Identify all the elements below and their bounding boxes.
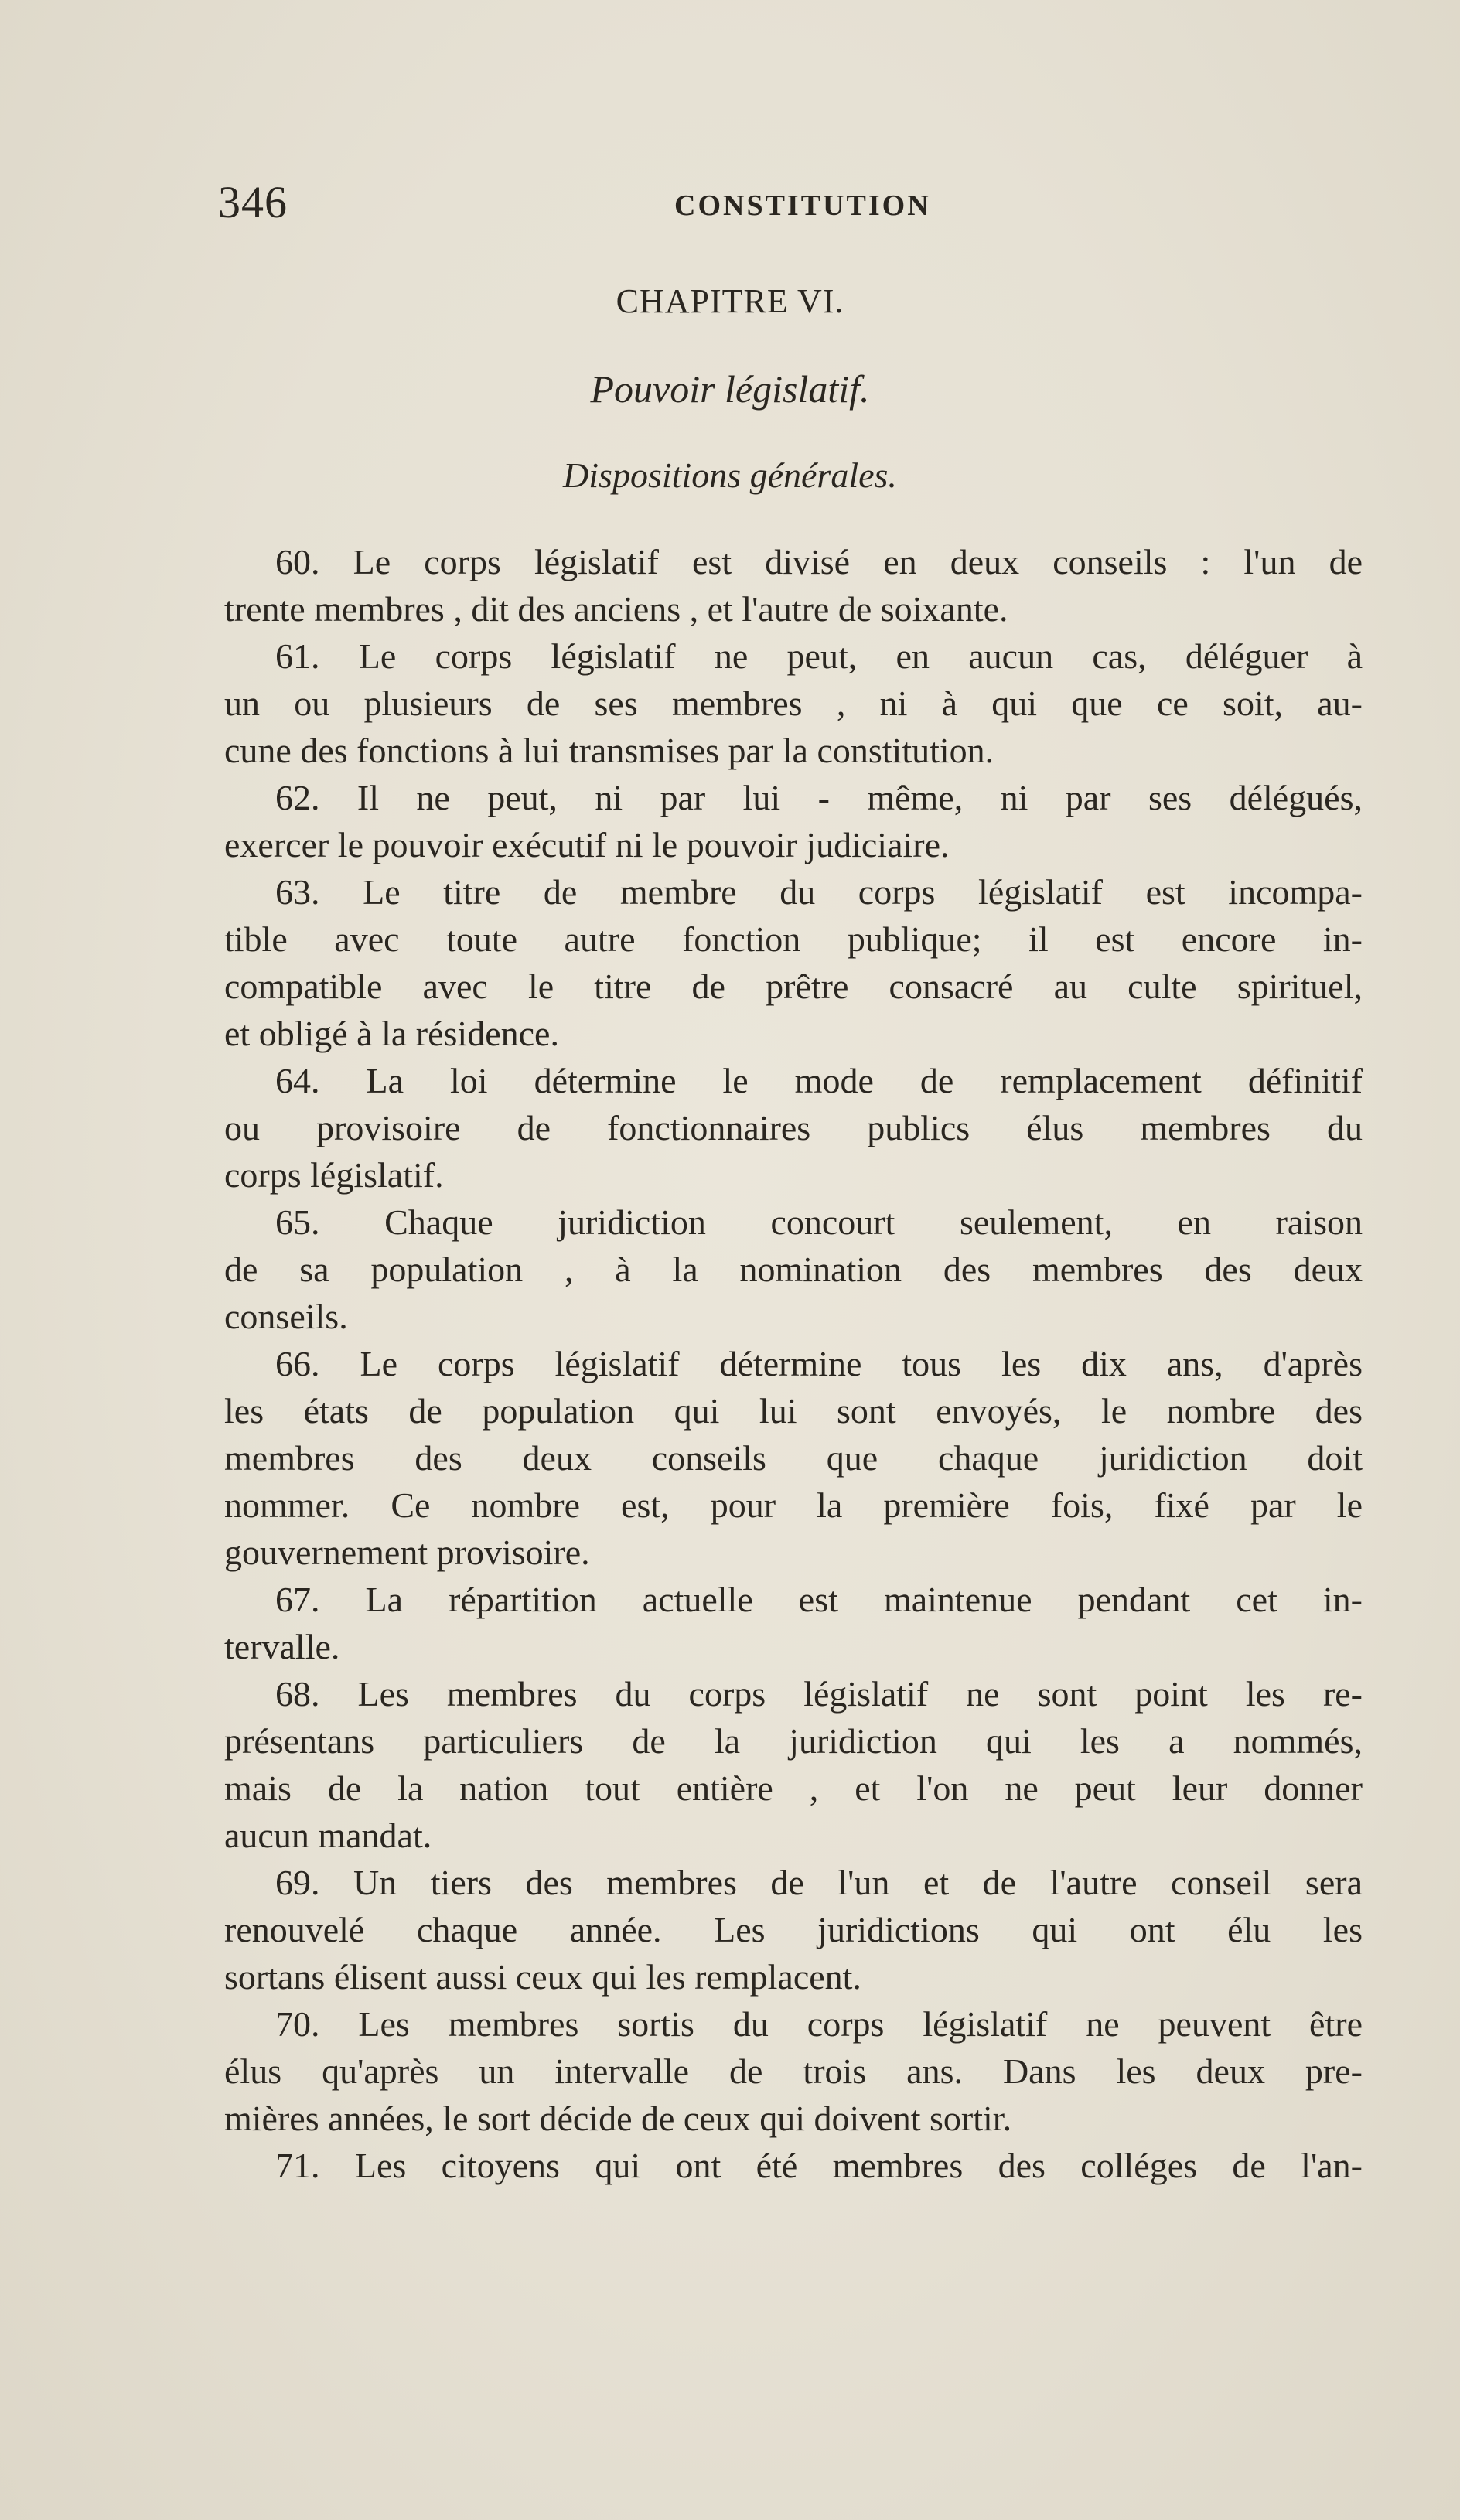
text-line: cune des fonctions à lui transmises par la constitution. bbox=[224, 731, 994, 770]
text-line: conseils. bbox=[224, 1297, 348, 1336]
text-line: 66. Le corps législatif détermine tous les dix ans, d'après bbox=[275, 1344, 1363, 1383]
text-line: ou provisoire de fonctionnaires publics élus membres du bbox=[224, 1108, 1363, 1147]
text-line: membres des deux conseils que chaque juridiction doit bbox=[224, 1438, 1363, 1478]
section-title: Pouvoir législatif. bbox=[590, 367, 870, 411]
text-line: 68. Les membres du corps législatif ne sont point les re- bbox=[275, 1674, 1363, 1714]
page-number: 346 bbox=[218, 177, 288, 227]
subsection-title: Dispositions générales. bbox=[563, 455, 897, 495]
text-line: mières années, le sort décide de ceux qui doivent sortir. bbox=[224, 2099, 1012, 2138]
text-line: tervalle. bbox=[224, 1627, 340, 1666]
chapter-title: CHAPITRE VI. bbox=[616, 282, 844, 320]
text-line: aucun mandat. bbox=[224, 1816, 432, 1855]
text-line: 62. Il ne peut, ni par lui - même, ni par ses délégués, bbox=[275, 778, 1363, 817]
text-line: les états de population qui lui sont envoyés, le nombre des bbox=[224, 1391, 1363, 1431]
text-line: 70. Les membres sortis du corps législatif ne peuvent être bbox=[275, 2004, 1363, 2044]
text-line: 71. Les citoyens qui ont été membres des colléges de l'an- bbox=[275, 2146, 1363, 2185]
text-line: 64. La loi détermine le mode de remplacement définitif bbox=[275, 1061, 1363, 1100]
text-line: sortans élisent aussi ceux qui les remplacent. bbox=[224, 1957, 861, 1997]
text-line: un ou plusieurs de ses membres , ni à qui que ce soit, au- bbox=[224, 684, 1363, 723]
text-line: 61. Le corps législatif ne peut, en aucun cas, déléguer à bbox=[275, 636, 1363, 676]
text-line: compatible avec le titre de prêtre consacré au culte spirituel, bbox=[224, 967, 1363, 1006]
text-line: 65. Chaque juridiction concourt seulement, en raison bbox=[275, 1202, 1363, 1242]
text-line: élus qu'après un intervalle de trois ans. Dans les deux pre- bbox=[224, 2051, 1363, 2091]
text-line: trente membres , dit des anciens , et l'autre de soixante. bbox=[224, 589, 1008, 629]
body-text bbox=[224, 538, 1363, 2189]
text-line: renouvelé chaque année. Les juridictions qui ont élu les bbox=[224, 1910, 1363, 1949]
text-line: de sa population , à la nomination des membres des deux bbox=[224, 1250, 1363, 1289]
text-line: tible avec toute autre fonction publique; il est encore in- bbox=[224, 919, 1363, 959]
text-line: présentans particuliers de la juridiction qui les a nommés, bbox=[224, 1721, 1363, 1761]
running-title: CONSTITUTION bbox=[674, 189, 931, 222]
text-line: et obligé à la résidence. bbox=[224, 1014, 559, 1053]
text-line: 63. Le titre de membre du corps législatif est incompa- bbox=[275, 872, 1363, 912]
text-line: 60. Le corps législatif est divisé en deux conseils : l'un de bbox=[275, 542, 1363, 581]
text-line: mais de la nation tout entière , et l'on ne peut leur donner bbox=[224, 1768, 1363, 1808]
running-head bbox=[218, 176, 1231, 230]
text-line: corps législatif. bbox=[224, 1155, 444, 1195]
text-line: 67. La répartition actuelle est maintenue pendant cet in- bbox=[275, 1580, 1363, 1619]
text-line: gouvernement provisoire. bbox=[224, 1533, 590, 1572]
text-line: 69. Un tiers des membres de l'un et de l'autre conseil sera bbox=[275, 1863, 1363, 1902]
text-line: nommer. Ce nombre est, pour la première fois, fixé par le bbox=[224, 1485, 1363, 1525]
text-line: exercer le pouvoir exécutif ni le pouvoir judiciaire. bbox=[224, 825, 950, 864]
